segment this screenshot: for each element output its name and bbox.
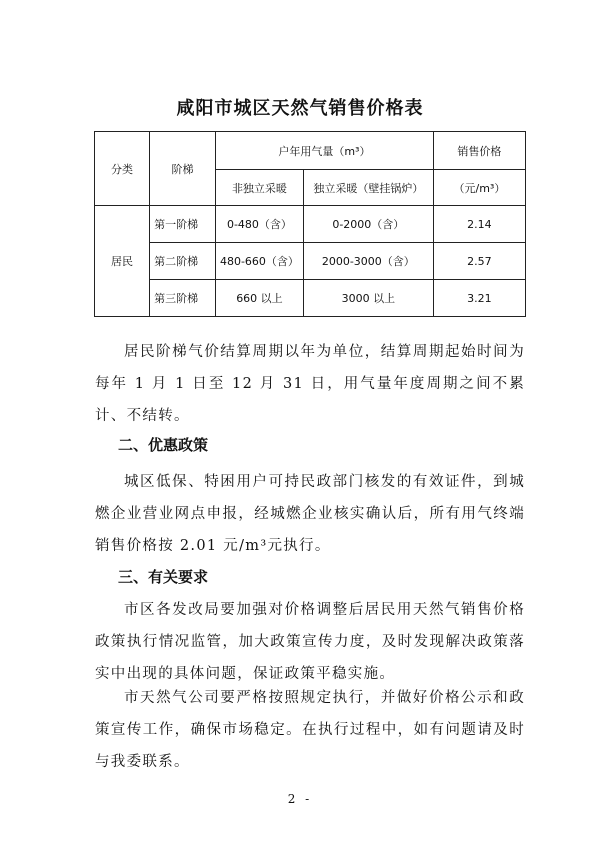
header-price: 销售价格 <box>433 132 525 170</box>
usage-a-cell: 660 以上 <box>216 280 304 317</box>
usage-a-cell: 0-480（含） <box>216 206 304 243</box>
category-cell: 居民 <box>95 206 150 317</box>
header-heating-b: 独立采暖（壁挂锅炉） <box>303 170 433 206</box>
tier-cell: 第一阶梯 <box>150 206 216 243</box>
paragraph-billing-cycle: 居民阶梯气价结算周期以年为单位，结算周期起始时间为每年 1 月 1 日至 12 月 31 日，用气量年度周期之间不累计、不结转。 <box>95 344 525 424</box>
document-title: 咸阳市城区天然气销售价格表 <box>176 98 424 119</box>
price-table <box>94 131 526 317</box>
table-header-row <box>95 132 526 170</box>
paragraph-gas-company: 市天然气公司要严格按照规定执行，并做好价格公示和政策宣传工作，确保市场稳定。在执行过程中，如有问题请及时与我委联系。 <box>95 690 525 770</box>
tier-cell: 第二阶梯 <box>150 243 216 280</box>
header-usage: 户年用气量（m³） <box>216 132 434 170</box>
paragraph-supervision: 市区各发改局要加强对价格调整后居民用天然气销售价格政策执行情况监管，加大政策宣传力度，及时发现解决政策落实中出现的具体问题，保证政策平稳实施。 <box>95 602 525 682</box>
price-cell: 2.14 <box>433 206 525 243</box>
header-heating-a: 非独立采暖 <box>216 170 304 206</box>
usage-b-cell: 2000-3000（含） <box>303 243 433 280</box>
header-tier: 阶梯 <box>150 132 216 206</box>
table-row <box>95 206 526 243</box>
tier-cell: 第三阶梯 <box>150 280 216 317</box>
price-cell: 3.21 <box>433 280 525 317</box>
paragraph-preferential: 城区低保、特困用户可持民政部门核发的有效证件，到城燃企业营业网点申报，经城燃企业核实确认后，所有用气终端销售价格按 2.01 元/m³元执行。 <box>95 474 525 554</box>
page-number: 2 - <box>287 792 313 806</box>
header-category: 分类 <box>95 132 150 206</box>
section-heading-requirements: 三、有关要求 <box>118 568 209 586</box>
usage-b-cell: 0-2000（含） <box>303 206 433 243</box>
section-heading-preferential: 二、优惠政策 <box>118 436 209 454</box>
table-row <box>95 280 526 317</box>
header-price-unit: （元/m³） <box>433 170 525 206</box>
usage-b-cell: 3000 以上 <box>303 280 433 317</box>
price-cell: 2.57 <box>433 243 525 280</box>
usage-a-cell: 480-660（含） <box>216 243 304 280</box>
table-row <box>95 243 526 280</box>
